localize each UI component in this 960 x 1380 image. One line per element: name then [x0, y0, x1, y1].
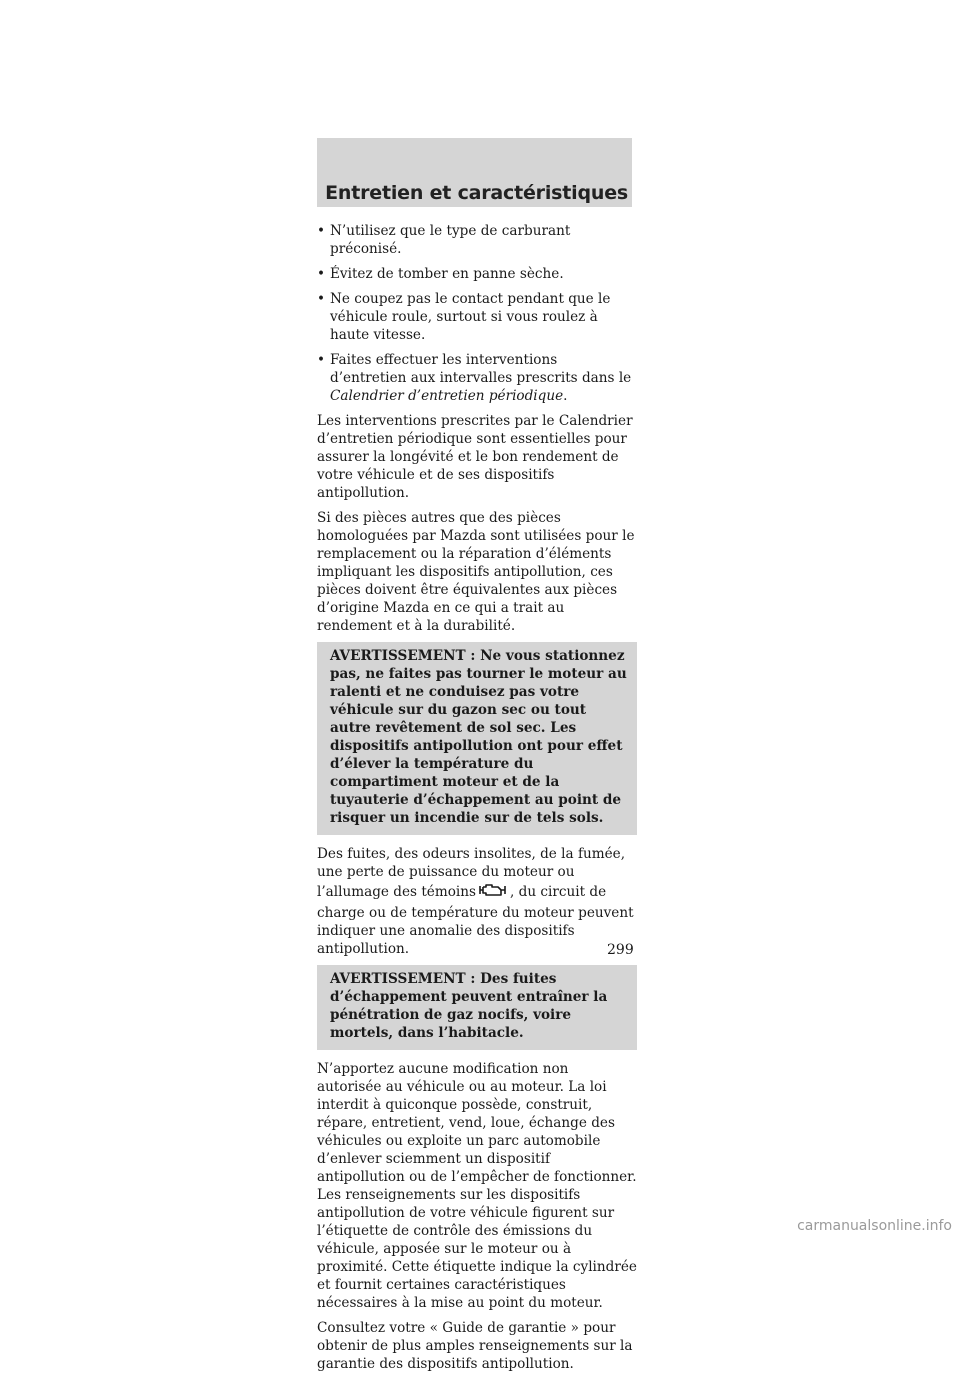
list-item: • Ne coupez pas le contact pendant que le véhicule roule, surtout si vous roulez à haute vitesse.	[317, 291, 611, 343]
check-engine-icon	[478, 881, 508, 904]
section-header	[317, 138, 632, 207]
paragraph-maintenance: Les interventions prescrites par le Calendrier d’entretien périodique sont essentielles pour assurer la longévité et le bon rendement de votre véhicule et de ses dispositifs antipollution.	[317, 413, 633, 501]
paragraph-modification: N’apportez aucune modification non autorisée au véhicule ou au moteur. La loi interdit à quiconque possède, construit, répare, entretient, vend, loue, échange des véhicules ou exploite un parc automobile d’enlever sciemment un dispositif antipollution ou de l’empêcher de fonctionner. Les renseignements sur les dispositifs antipollution de votre véhicule figurent sur l’étiquette de contrôle des émissions du véhicule, apposée sur le moteur ou à proximité. Cette étiquette indique la cylindrée et fournit certaines caractéristiques nécessaires à la mise au point du moteur.	[317, 1061, 637, 1311]
list-item: • Évitez de tomber en panne sèche.	[317, 266, 564, 282]
paragraph-symptoms: Des fuites, des odeurs insolites, de la fumée, une perte de puissance du moteur ou l’allumage des témoins , du circuit de charge ou de température du moteur peuvent indiquer une anomalie des dispositifs antipollution.	[317, 846, 634, 957]
list-item: • Faites effectuer les interventions d’entretien aux intervalles prescrits dans le Calendrier d’entretien périodique.	[317, 352, 632, 404]
section-title: Entretien et caractéristiques	[325, 182, 628, 204]
page-content	[317, 222, 637, 1380]
paragraph-parts: Si des pièces autres que des pièces homologuées par Mazda sont utilisées pour le remplacement ou la réparation d’éléments impliquant les dispositifs antipollution, ces pièces doivent être équivalentes aux pièces d’origine Mazda en ce qui a trait au rendement et à la durabilité.	[317, 510, 635, 634]
warning-box-fire	[317, 642, 637, 835]
watermark: carmanualsonline.info	[797, 1218, 952, 1234]
warning-text: AVERTISSEMENT : Des fuites d’échappement peuvent entraîner la pénétration de gaz nocifs, voire mortels, dans l’habitacle.	[330, 971, 608, 1041]
schedule-reference: Calendrier d’entretien périodique	[330, 388, 564, 404]
warning-text: AVERTISSEMENT : Ne vous stationnez pas, ne faites pas tourner le moteur au ralenti et ne conduisez pas votre véhicule sur du gazon sec ou tout autre revêtement de sol sec. Les dispositifs antipollution ont pour effet d’élever la température du compartiment moteur et de la tuyauterie d’échappement au point de risquer un incendie sur de tels sols.	[330, 648, 627, 826]
page-number: 299	[607, 942, 634, 958]
bullet-list	[317, 222, 637, 405]
warning-box-exhaust	[317, 965, 637, 1050]
paragraph-warranty: Consultez votre « Guide de garantie » pour obtenir de plus amples renseignements sur la garantie des dispositifs antipollution.	[317, 1320, 633, 1372]
list-item: • N’utilisez que le type de carburant préconisé.	[317, 223, 571, 257]
